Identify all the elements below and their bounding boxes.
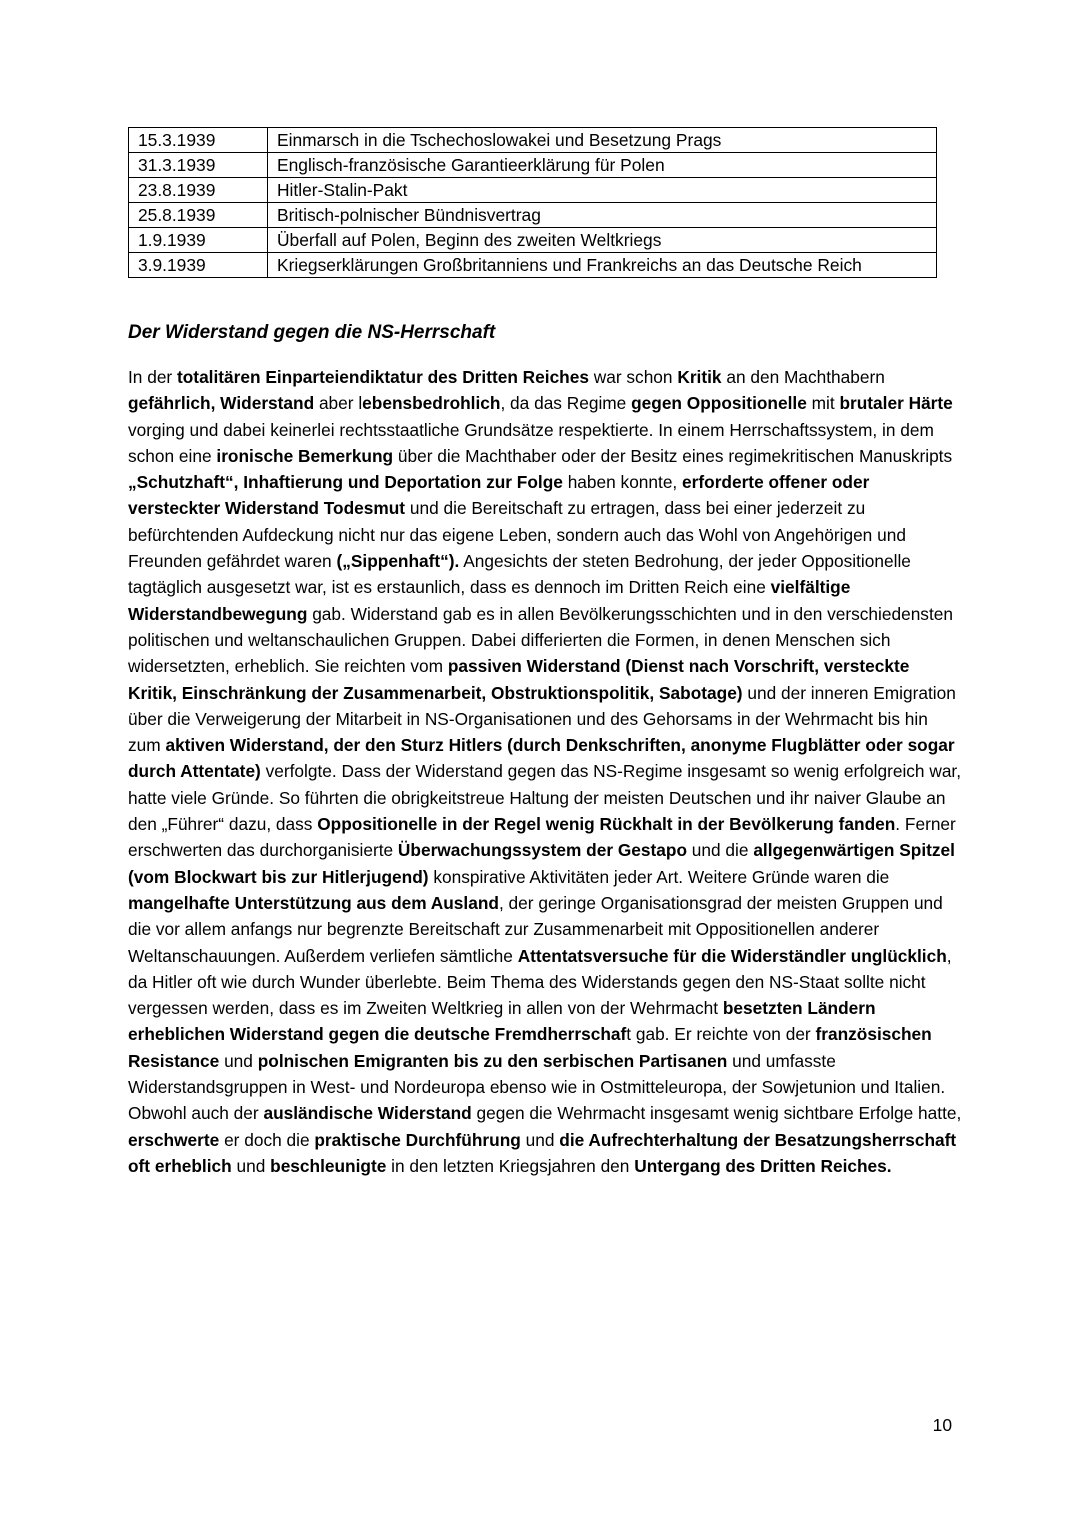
text-run: in den letzten Kriegsjahren den (386, 1155, 635, 1176)
bold-text-run: aktiven Widerstand, der den Sturz Hitlers (durch Denkschriften, anonyme Flugblätter oder sogar durch Attentate) (128, 735, 955, 782)
text-run: und (219, 1050, 258, 1071)
text-run: Angesichts der steten Bedrohung, der jeder Oppositionelle tagtäglich ausgesetzt war, ist es erstaunlich, dass es dennoch im Dritten Reich eine (128, 551, 911, 598)
text-run: über die Machthaber oder der Besitz eines regimekritischen Manuskripts (393, 445, 953, 466)
section-title: Der Widerstand gegen die NS-Herrschaft (128, 322, 496, 343)
text-run: gab. Widerstand gab es in allen Bevölkerungsschichten und in den verschiedensten politischen und weltanschaulichen Gruppen. Dabei differierten die Formen, in denen Menschen sich widersetzten, erheblich. Sie reichten vom (128, 603, 953, 677)
timeline-date: 15.3.1939 (129, 128, 268, 153)
section-paragraph (128, 364, 962, 1179)
timeline-event: Einmarsch in die Tschechoslowakei und Besetzung Prags (268, 128, 937, 153)
bold-text-run: Kritik (677, 367, 722, 387)
text-run: vorging und dabei keinerlei rechtsstaatliche Grundsätze respektierte. In einem Herrschaftssystem, in dem schon eine (128, 419, 934, 466)
bold-text-run: brutaler Härte (839, 393, 953, 414)
timeline-event: Englisch-französische Garantieerklärung für Polen (268, 153, 937, 178)
timeline-event: Hitler-Stalin-Pakt (268, 178, 937, 203)
text-run: t gab. Er reichte von der (626, 1024, 816, 1045)
bold-text-run: ebensbedrohlich (362, 393, 501, 414)
text-run: und die Bereitschaft zu ertragen, dass bei einer jederzeit zu befürchtenden Aufdeckung nicht nur das eigene Leben, sondern auch das Wohl von Angehörigen und Freunden gefährdet waren (128, 498, 906, 572)
timeline-event: Kriegserklärungen Großbritanniens und Frankreichs an das Deutsche Reich (268, 253, 937, 278)
timeline-table-body (129, 128, 937, 278)
text-run: und (231, 1155, 271, 1176)
text-run: . Ferner erschwerten das durchorganisierte (128, 814, 956, 861)
bold-text-run: polnischen Emigranten bis zu den serbischen Partisanen (257, 1050, 728, 1071)
bold-text-run: „Schutzhaft“, Inhaftierung und Deportation zur Folge (128, 472, 563, 493)
text-run: mit (806, 393, 840, 414)
bold-text-run: erforderte offener oder versteckter Widerstand Todesmut (128, 472, 870, 519)
text-run: und die (687, 840, 754, 861)
bold-text-run: gegen Oppositionelle (631, 393, 807, 414)
bold-text-run: gefährlich, Widerstand (128, 393, 315, 414)
bold-text-run: Oppositionelle in der Regel wenig Rückhalt in der Bevölkerung fanden (317, 814, 896, 835)
bold-text-run: praktische Durchführung (314, 1129, 521, 1150)
bold-text-run: ironische Bemerkung (216, 445, 394, 466)
bold-text-run: Überwachungssystem der Gestapo (397, 840, 687, 861)
timeline-row (129, 153, 937, 178)
timeline-row (129, 253, 937, 278)
text-run: an den Machthabern (721, 367, 885, 387)
text-run: gegen die Wehrmacht insgesamt wenig sichtbare Erfolge hatte, (471, 1103, 962, 1124)
text-run: verfolgte. Dass der Widerstand gegen das NS-Regime insgesamt so wenig erfolgreich war, hatte viele Gründe. So führten die obrigkeitstreue Haltung der meisten Deutschen und ihr naiver Glaube an den „Führer“ dazu, dass (128, 761, 962, 835)
bold-text-run: erschwerte (128, 1129, 220, 1150)
timeline-date: 31.3.1939 (129, 153, 268, 178)
timeline-row (129, 203, 937, 228)
bold-text-run: besetzten Ländern erheblichen Widerstand gegen die deutsche Fremdherrschaf (128, 998, 876, 1045)
timeline-date: 3.9.1939 (129, 253, 268, 278)
bold-text-run: beschleunigte (270, 1155, 387, 1176)
text-run: konspirative Aktivitäten jeder Art. Weitere Gründe waren die (428, 866, 890, 887)
text-run: , da Hitler oft wie durch Wunder überlebte. Beim Thema des Widerstands gegen den NS-Staat sollte nicht vergessen werden, dass es im Zweiten Weltkrieg in allen von der Wehrmacht (128, 945, 952, 1019)
bold-text-run: passiven Widerstand (Dienst nach Vorschrift, versteckte Kritik, Einschränkung der Zusammenarbeit, Obstruktionspolitik, Sabotage) (128, 656, 910, 703)
timeline-event: Britisch-polnischer Bündnisvertrag (268, 203, 937, 228)
timeline-row (129, 128, 937, 153)
text-run: In der (128, 367, 177, 387)
bold-text-run: vielfältige Widerstandbewegung (128, 577, 851, 624)
timeline-event: Überfall auf Polen, Beginn des zweiten Weltkriegs (268, 228, 937, 253)
page-number: 10 (932, 1415, 952, 1435)
bold-text-run: („Sippenhaft“). (336, 551, 460, 572)
timeline-row (129, 178, 937, 203)
timeline-table (128, 127, 937, 278)
timeline-date: 25.8.1939 (129, 203, 268, 228)
timeline-row (129, 228, 937, 253)
bold-text-run: Attentatsversuche für die Widerständler unglücklich (517, 945, 947, 966)
bold-text-run: französischen Resistance (128, 1024, 932, 1071)
text-run: und umfasste Widerstandsgruppen in West- und Nordeuropa ebenso wie in Ostmitteleuropa, der Sowjetunion und Italien. Obwohl auch der (128, 1050, 946, 1124)
text-run: und (520, 1129, 560, 1150)
bold-text-run: allgegenwärtigen Spitzel (vom Blockwart bis zur Hitlerjugend) (128, 840, 955, 887)
text-run: war schon (588, 367, 678, 387)
bold-text-run: ausländische Widerstand (263, 1103, 472, 1124)
text-run: , da das Regime (500, 393, 632, 414)
bold-text-run: totalitären Einparteiendiktatur des Dritten Reiches (177, 367, 589, 387)
bold-text-run: die Aufrechterhaltung der Besatzungsherrschaft oft erheblich (128, 1129, 957, 1176)
text-run: und der inneren Emigration über die Verweigerung der Mitarbeit in NS-Organisationen und des Gehorsams in der Wehrmacht bis hin zum (128, 682, 956, 756)
text-run: haben konnte, (562, 472, 683, 493)
text-run: , der geringe Organisationsgrad der meisten Gruppen und die vor allem anfangs nur begrenzte Bereitschaft zur Zusammenarbeit mit Oppositionellen anderer Weltanschauungen. Außerdem verliefen sämtliche (128, 892, 943, 966)
timeline-date: 23.8.1939 (129, 178, 268, 203)
bold-text-run: Untergang des Dritten Reiches. (634, 1155, 892, 1176)
timeline-date: 1.9.1939 (129, 228, 268, 253)
text-run: aber l (314, 393, 363, 414)
bold-text-run: mangelhafte Unterstützung aus dem Ausland (128, 892, 499, 913)
text-run: er doch die (219, 1129, 315, 1150)
